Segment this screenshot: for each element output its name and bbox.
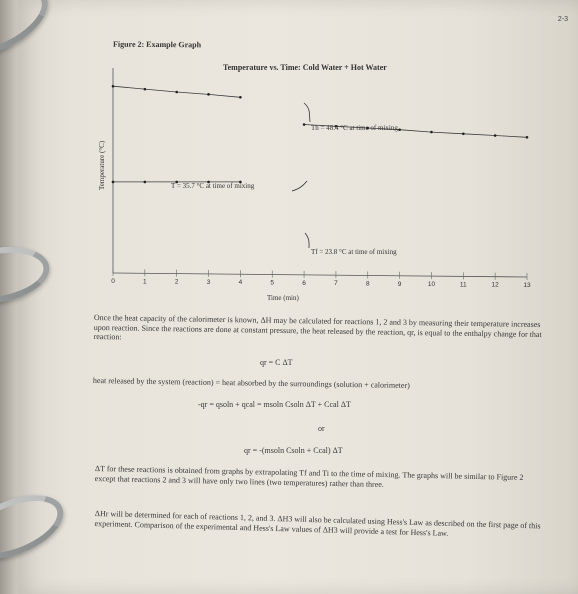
x-tick-label: 7	[334, 280, 338, 288]
temperature-chart	[95, 58, 545, 306]
x-tick-label: 10	[427, 281, 436, 289]
data-point	[175, 91, 178, 94]
data-point	[303, 123, 306, 126]
data-point	[526, 136, 529, 139]
data-point	[494, 134, 497, 137]
x-axis-label: Time (min)	[267, 294, 299, 302]
x-tick-label: 1	[143, 278, 147, 286]
x-tick-label: 13	[523, 282, 531, 289]
y-axis-label: Temperature (°C)	[98, 140, 106, 190]
data-point	[239, 96, 242, 99]
equation-qr-expanded: qr = -(msoln Csoln + Ccal) ΔT	[244, 446, 343, 455]
data-point	[430, 131, 433, 134]
x-tick-label: 0	[111, 278, 115, 285]
annotation-arrow-final	[305, 233, 309, 248]
x-tick-label: 3	[206, 278, 211, 286]
heat-balance-text: heat released by the system (reaction) = heat absorbed by the surroundings (solution + calorimeter)	[92, 376, 410, 390]
page-number: 2-3	[557, 16, 568, 23]
x-tick-label: 9	[397, 280, 402, 288]
annotation-mix-temp: T = 35.7 °C at time of mixing	[171, 182, 255, 190]
equation-minus-qr: -qr = qsoln + qcal = msoln Csoln ΔT + Ccal ΔT	[198, 400, 351, 409]
x-tick-label: 6	[302, 279, 306, 287]
annotation-hot-temp: Th = 48.4 °C at time of mixing	[311, 124, 398, 132]
paragraph-delta-t: ΔT for these reactions is obtained from graphs by extrapolating Tf and Ti to the time of mixing. The graphs will be similar to Figure 2 except that reactions 2 and 3 will have only two lines (two temperatures) rather than three.	[94, 464, 524, 489]
data-point	[462, 133, 465, 136]
x-tick-label: 2	[174, 278, 179, 286]
chart-svg	[95, 58, 545, 306]
data-point	[144, 88, 147, 91]
x-tick-label: 5	[270, 279, 275, 287]
or-text: or	[318, 424, 325, 433]
annotation-final-temp: Tf = 23.8 °C at time of mixing	[311, 248, 397, 256]
x-tick-label: 12	[491, 281, 499, 289]
data-point	[112, 85, 115, 88]
textbook-page	[18, 0, 578, 594]
chart-title: Temperature vs. Time: Cold Water + Hot Water	[223, 63, 387, 72]
x-tick-label: 11	[459, 281, 467, 289]
x-tick-label: 8	[365, 280, 370, 288]
figure-caption: Figure 2: Example Graph	[112, 39, 202, 50]
x-axis-line	[113, 273, 527, 277]
equation-qr: qr = C ΔT	[260, 358, 293, 367]
annotation-arrow-hot	[304, 103, 310, 122]
data-point	[144, 181, 147, 184]
paragraph-heat-capacity: Once the heat capacity of the calorimeter is known, ΔH may be calculated for reactions 1, 2 and 3 by measuring their temperature increases upon reaction. Since the reactions are done at constant pressure, the heat released by the reaction, qr, is equal to the enthalpy change for that reaction:	[93, 313, 542, 342]
data-point	[398, 128, 401, 131]
data-point	[207, 93, 210, 96]
x-tick-label: 4	[238, 279, 243, 287]
data-point	[112, 181, 115, 184]
annotation-arrow-mix	[292, 181, 307, 191]
paragraph-hess-law: ΔHr will be determined for each of reactions 1, 2, and 3. ΔH3 will also be calculated using Hess's Law as described on the first page of this experiment. Comparison of the experimental and Hess's Law values of ΔH3 will provide a test for Hess's Law.	[94, 509, 541, 538]
